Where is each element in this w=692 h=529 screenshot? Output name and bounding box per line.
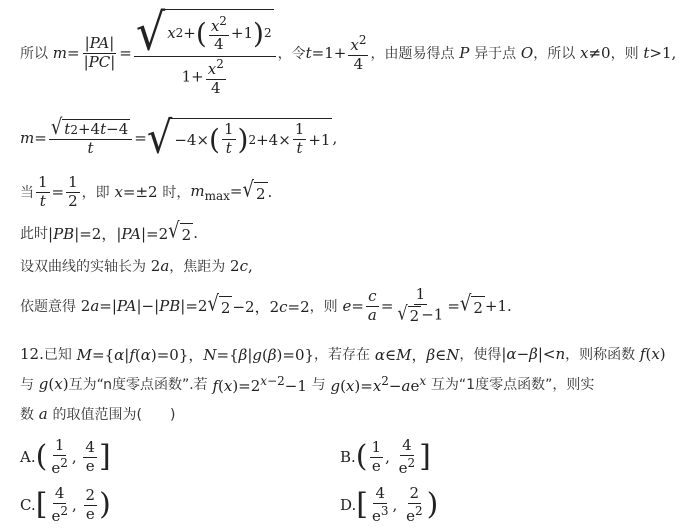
option-a[interactable]: A. ( $\frac{1}{e^2}$ , $\frac{4}{e}$ ] xyxy=(20,435,111,477)
solution-line-1: 所以 m= $\frac{|PA|}{|PC|}$ = √ x 2 + ( $\frac{x^2}{4}$ +1 ) 2 1+ $\frac{x^2}{4}$ ，令 t=1+ $\frac{x^2}{4}$ ，由题易得点 P 异于点 O ，所以 x≠0 ，则 t>1, xyxy=(20,2,677,97)
option-d[interactable]: D. [ $\frac{4}{e^3}$ , $\frac{2}{e^2}$ ) xyxy=(340,483,439,525)
frac-pa-pc: $\frac{|PA|}{|PC|}$ xyxy=(83,33,116,71)
solution-line-3: 当 $\frac{1}{t}$ = $\frac{1}{2}$ ，即 x=±2 时， $m_{max}=$ √ 2 . xyxy=(20,172,273,210)
question-12-line-1: 12. 已知 M={α|f(α)=0}，N={β|g(β)=0} ，若存在 α∈M，β∈N ，使得 |α−β|<n ，则称函数 f(x) xyxy=(20,345,666,364)
option-b[interactable]: B. ( $\frac{1}{e}$ , $\frac{4}{e^2}$ ] xyxy=(340,435,431,477)
solution-line-2: m= √ t 2 +4 t −4 t = √ −4× ( $\frac{1}{t}$ ) 2 +4× $\frac{1}{t}$ +1 , xyxy=(20,112,338,164)
option-c[interactable]: C. [ $\frac{4}{e^2}$ , $\frac{2}{e}$ ) xyxy=(20,483,111,525)
solution-line-5: 设双曲线的实轴长为 2a ，焦距为 2c, xyxy=(20,257,253,275)
question-12-line-3: 数 a 的取值范围为( ) xyxy=(20,405,176,423)
frac-main: √ x 2 + ( $\frac{x^2}{4}$ +1 ) 2 1+ $\frac{x^2}{4}$ xyxy=(134,9,276,97)
solution-line-6: 依题意得 2a=|PA|−|PB|=2 √ 2 −2，2c=2 ，则 e= $\frac{c}{a}$ = 1 √ 2 −1 = √ 2 +1. xyxy=(20,285,512,325)
question-12-line-2: 与 g(x) 互为 “n度零点函数” .若 $f(x)=2^{x-2}-1$ 与 $g(x)=x^2-ae^x$ 互为 “1度零点函数” ，则实 xyxy=(20,373,595,395)
solution-line-4: 此时 |PB|=2，|PA|=2 √ 2 . xyxy=(20,218,198,244)
